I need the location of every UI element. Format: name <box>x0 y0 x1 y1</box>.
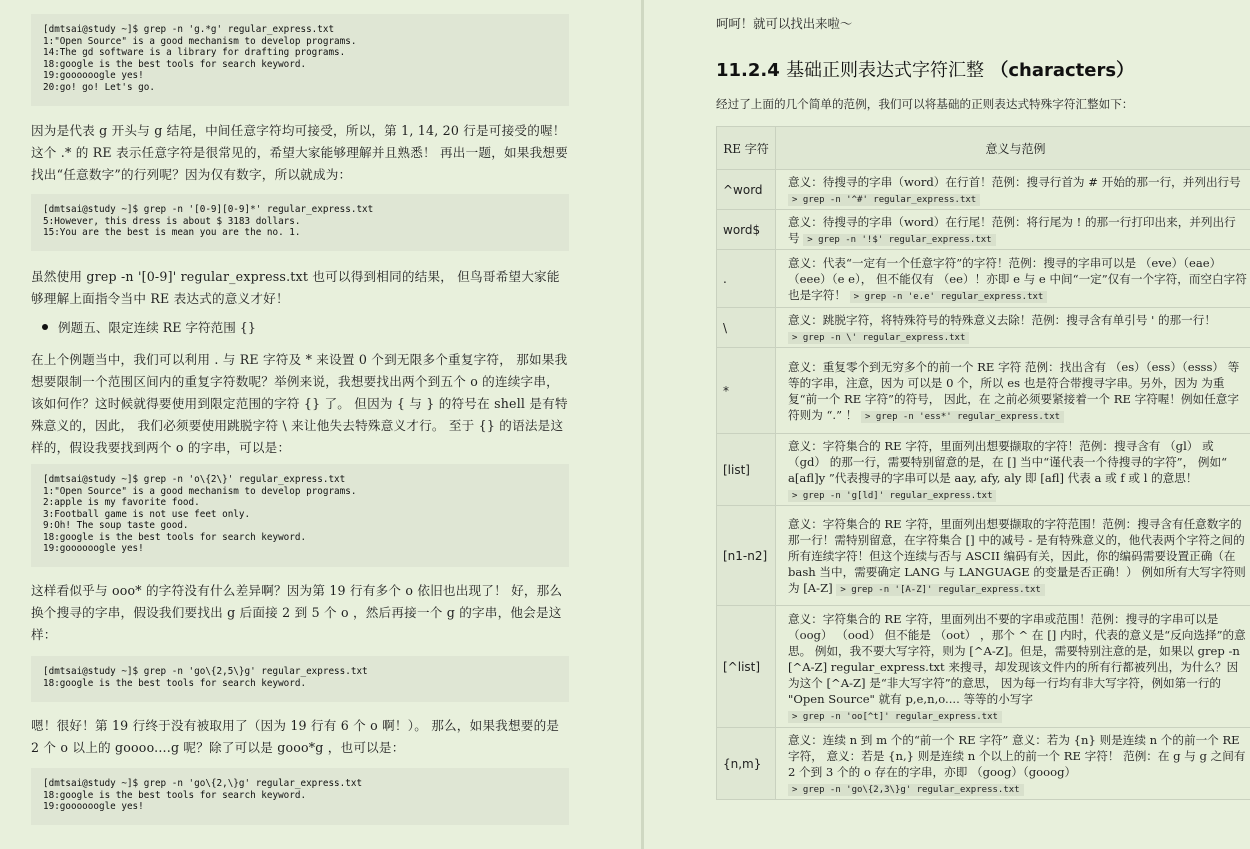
table-row <box>717 250 1250 308</box>
example-command: > grep -n 'ess*' regular_express.txt <box>861 411 1064 423</box>
code-block: [dmtsai@study ~]$ grep -n 'go\{2,\}g' regular_express.txt 18:google is the best tools for search keyword. 19:goooooogle yes! <box>31 768 569 825</box>
section-title-en: （characters） <box>990 60 1135 81</box>
description-text: 意义：待搜寻的字串（word）在行尾！范例：将行尾为 ! 的那一行打印出来，并列出行号 <box>788 215 1236 245</box>
example-command: > grep -n 'oo[^t]' regular_express.txt <box>788 711 1002 723</box>
example-command: > grep -n 'go\{2,3\}g' regular_express.txt <box>788 784 1024 796</box>
paragraph: 在上个例题当中，我们可以利用 . 与 RE 字符及 * 来设置 0 个到无限多个重复字符， 那如果我想要限制一个范围区间内的重复字符数呢？举例来说，我想要找出两个到五个 o 的连续字串，该如何作？这时候就得要使用到限定范围的字符 {} 了。 但因为 { 与 } 的符号在 shell 是有特殊意义的，因此， 我们必须要使用跳脱字符 \ 来让他失去特殊意义才行。 至于 {} 的语法是这样的，假设我要找到两个 o 的字串，可以是： <box>31 352 568 455</box>
paragraph: 虽然使用 grep -n '[0-9]' regular_express.txt 也可以得到相同的结果， 但鸟哥希望大家能够理解上面指令当中 RE 表达式的意义才好！ <box>31 269 560 306</box>
re-symbol: [n1-n2] <box>717 506 776 606</box>
re-symbol: * <box>717 348 776 434</box>
list-item <box>42 319 256 337</box>
re-description <box>776 308 1250 348</box>
re-description <box>776 348 1250 434</box>
table-row <box>717 434 1250 506</box>
code-block: [dmtsai@study ~]$ grep -n '[0-9][0-9]*' regular_express.txt 5:However, this dress is about $ 3183 dollars. 15:You are the best is mean you are the no. 1. <box>31 194 569 251</box>
header-symbol: RE 字符 <box>717 127 776 170</box>
re-characters-table <box>716 126 1250 800</box>
paragraph: 嗯！很好！第 19 行终于没有被取用了（因为 19 行有 6 个 o 啊！）。 那么，如果我想要的是 2 个 o 以上的 goooo....g 呢？除了可以是 gooo*g ，也可以是： <box>31 718 560 755</box>
paragraph: 因为是代表 g 开头与 g 结尾，中间任意字符均可接受，所以，第 1, 14, 20 行是可接受的喔！这个 .* 的 RE 表示任意字符是很常见的，希望大家能够理解并且熟悉！ 再出一题，如果我想要找出“任意数字”的行列呢？因为仅有数字，所以就成为： <box>31 123 568 182</box>
re-description <box>776 434 1250 506</box>
description-text: 意义：跳脱字符，将特殊符号的特殊意义去除！范例：搜寻含有单引号 ' 的那一行！ <box>788 313 1216 327</box>
re-description <box>776 506 1250 606</box>
table-row <box>717 606 1250 728</box>
re-symbol: [^list] <box>717 606 776 728</box>
re-symbol: \ <box>717 308 776 348</box>
intro-text: 呵呵！就可以找出来啦～ <box>716 16 853 31</box>
re-description <box>776 606 1250 728</box>
example-command: > grep -n 'e.e' regular_express.txt <box>850 291 1048 303</box>
description-text: 意义：连续 n 到 m 个的“前一个 RE 字符” 意义：若为 {n} 则是连续 n 个的前一个 RE 字符， 意义：若是 {n,} 则是连续 n 个以上的前一个 RE 字符！ 范例：在 g 与 g 之间有 2 个到 3 个的 o 存在的字串，亦即 （goog）（gooog） <box>788 733 1246 779</box>
table-row <box>717 308 1250 348</box>
re-description <box>776 250 1250 308</box>
header-description: 意义与范例 <box>776 127 1250 170</box>
example-command: > grep -n '^#' regular_express.txt <box>788 194 980 206</box>
lead-text: 经过了上面的几个简单的范例，我们可以将基础的正则表达式特殊字符汇整如下： <box>716 97 1134 111</box>
table-row <box>717 210 1250 250</box>
list-item-label: 例题五、限定连续 RE 字符范围 {} <box>58 320 256 335</box>
example-command: > grep -n '!$' regular_express.txt <box>803 234 995 246</box>
re-description <box>776 170 1250 210</box>
example-command: > grep -n '[A-Z]' regular_express.txt <box>836 584 1044 596</box>
table-row <box>717 728 1250 800</box>
re-description <box>776 728 1250 800</box>
description-text: 意义：字符集合的 RE 字符，里面列出不要的字串或范围！范例：搜寻的字串可以是 （oog） （ood） 但不能是 （oot） ，那个 ^ 在 [] 内时，代表的意义是“反向选择”的意思。 例如，我不要大写字符，则为 [^A-Z]。但是，需要特别注意的是，如果以 grep -n [^A-Z] regular_express.txt 来搜寻，却发现该文件内的所有行都被列出，为什么？因为这个 [^A-Z] 是“非大写字符”的意思， 因为每一行均有非大写字符，例如第一行的 "Open Source" 就有 p,e,n,o.... 等等的小写字 <box>788 612 1246 706</box>
code-block: [dmtsai@study ~]$ grep -n 'o\{2\}' regular_express.txt 1:"Open Source" is a good mechanism to develop programs. 2:apple is my favorite food. 3:Football game is not use feet only. 9:Oh! The soup taste good. 18:google is the best tools for search keyword. 19:goooooogle yes! <box>31 464 569 567</box>
re-symbol: ^word <box>717 170 776 210</box>
code-block: [dmtsai@study ~]$ grep -n 'go\{2,5\}g' regular_express.txt 18:google is the best tools for search keyword. <box>31 656 569 702</box>
table-header <box>717 127 1250 170</box>
code-block: [dmtsai@study ~]$ grep -n 'g.*g' regular_express.txt 1:"Open Source" is a good mechanism to develop programs. 14:The gd software is a library for drafting programs. 18:google is the best tools for search keyword. 19:goooooogle yes! 20:go! go! Let's go. <box>31 14 569 106</box>
description-text: 意义：字符集合的 RE 字符，里面列出想要撷取的字符！范例：搜寻含有 （gl） 或 （gd） 的那一行，需要特别留意的是，在 [] 当中“谨代表一个待搜寻的字符”， 例如“ a[afl]y ”代表搜寻的字串可以是 aay, afy, aly 即 [afl] 代表 a 或 f 或 l 的意思！ <box>788 439 1228 485</box>
right-page <box>644 0 1250 849</box>
paragraph: 这样看似乎与 ooo* 的字符没有什么差异啊？因为第 19 行有多个 o 依旧也出现了！ 好，那么换个搜寻的字串，假设我们要找出 g 后面接 2 到 5 个 o ，然后再接一个 g 的字串，他会是这样： <box>31 583 563 642</box>
re-symbol: {n,m} <box>717 728 776 800</box>
section-heading <box>716 56 1134 82</box>
re-symbol: word$ <box>717 210 776 250</box>
section-number: 11.2.4 <box>716 60 780 81</box>
table-row <box>717 506 1250 606</box>
bullet-icon <box>42 324 48 330</box>
table-row <box>717 348 1250 434</box>
table-row <box>717 170 1250 210</box>
example-command: > grep -n \' regular_express.txt <box>788 332 969 344</box>
re-description <box>776 210 1250 250</box>
re-symbol: [list] <box>717 434 776 506</box>
example-command: > grep -n 'g[ld]' regular_express.txt <box>788 490 996 502</box>
re-symbol: . <box>717 250 776 308</box>
description-text: 意义：待搜寻的字串（word）在行首！范例：搜寻行首为 # 开始的那一行，并列出行号 <box>788 175 1241 189</box>
description-text: 意义：重复零个到无穷多个的前一个 RE 字符 范例：找出含有 （es）（ess）（esss） 等等的字串，注意，因为 可以是 0 个，所以 es 也是符合带搜寻字串。另外，因为 为重复“前一个 RE 字符”的符号， 因此，在 之前必须要紧接着一个 RE 字符喔！例如任意字符则为 “.” ！ <box>788 360 1240 422</box>
description-text: 意义：字符集合的 RE 字符，里面列出想要撷取的字符范围！范例：搜寻含有任意数字的那一行！需特别留意，在字符集合 [] 中的减号 - 是有特殊意义的，他代表两个字符之间的所有连续字符！但这个连续与否与 ASCII 编码有关，因此，你的编码需要设置正确（在 bash 当中，需要确定 LANG 与 LANGUAGE 的变量是否正确！） 例如所有大写字符则为 [A-Z] <box>788 517 1246 595</box>
description-text: 意义：代表“一定有一个任意字符”的字符！范例：搜寻的字串可以是 （eve）（eae）（eee）（e e）， 但不能仅有 （ee）！亦即 e 与 e 中间“一定”仅有一个字符，而空白字符也是字符！ <box>788 256 1247 302</box>
section-title-cn: 基础正则表达式字符汇整 <box>786 60 985 81</box>
